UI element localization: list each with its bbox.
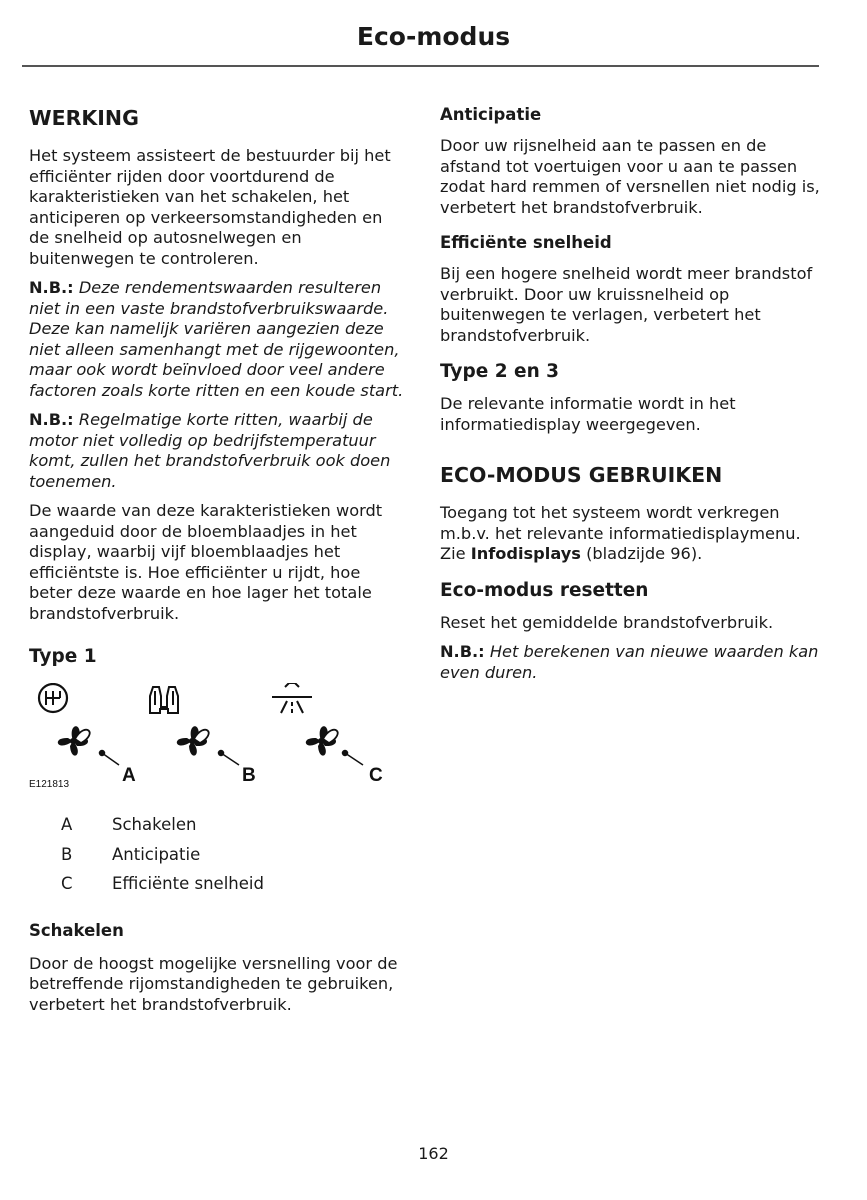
legend-item xyxy=(29,874,407,904)
type23-paragraph: De relevante informatie wordt in het informatiedisplay weergegeven. xyxy=(440,394,736,434)
eco-mode-figure xyxy=(29,683,407,795)
note-2-text: Regelmatige korte ritten, waarbij de motor niet volledig op bedrijfstemperatuur komt, zullen het brandstofverbruik ook doen toenemen. xyxy=(29,410,391,491)
callout-b: B xyxy=(242,765,256,786)
flower-petals-icon-a xyxy=(58,726,90,755)
schakelen-heading: Schakelen xyxy=(29,920,124,940)
note-3-label: N.B.: xyxy=(440,642,485,661)
road-icon xyxy=(272,683,312,713)
werking-paragraph: Het systeem assisteert de bestuurder bij het efficiënter rijden door voortdurend de karakteristieken van het schakelen, het anticiperen op verkeersomstandigheden en de snelheid op autosnelwegen en buitenwegen te controleren. xyxy=(29,146,391,268)
page-number: 162 xyxy=(418,1144,449,1163)
title-divider xyxy=(22,65,819,67)
legend-item xyxy=(29,815,407,845)
type23-heading: Type 2 en 3 xyxy=(440,361,560,382)
note-3 xyxy=(440,642,820,683)
note-1-text: Deze rendementswaarden resulteren niet in een vaste brandstofverbruikswaarde. Deze kan namelijk variëren aangezien deze niet alleen samenhangt met de rijgewoonten, maar ook wordt beïnvloed door veel andere factoren zoals korte ritten en een koude start. xyxy=(29,278,404,400)
anticipatie-heading: Anticipatie xyxy=(440,105,542,124)
type1-heading: Type 1 xyxy=(29,646,97,667)
legend-value: Anticipatie xyxy=(112,844,201,864)
flower-petals-icon-b xyxy=(177,726,209,755)
legend-key: C xyxy=(61,874,73,893)
binoculars-icon xyxy=(150,687,178,713)
gear-shift-icon xyxy=(39,684,67,712)
legend-value: Efficiënte snelheid xyxy=(112,874,264,893)
werking-heading: WERKING xyxy=(29,106,139,130)
gebruiken-suffix: (bladzijde 96). xyxy=(580,544,703,563)
figure-code: E121813 xyxy=(29,779,70,790)
figure-legend xyxy=(29,815,407,904)
eco-modus-gebruiken-heading: ECO-MODUS GEBRUIKEN xyxy=(440,463,723,487)
legend-item xyxy=(29,845,407,875)
efficiente-snelheid-heading: Efficiënte snelheid xyxy=(440,233,612,252)
legend-key: A xyxy=(61,815,73,834)
legend-value: Schakelen xyxy=(112,815,197,834)
left-column xyxy=(29,100,407,1015)
callout-c: C xyxy=(369,765,383,786)
note-1 xyxy=(29,278,407,401)
eco-mode-illustration xyxy=(29,683,407,795)
note-2-label: N.B.: xyxy=(29,410,74,429)
eco-modus-resetten-heading: Eco-modus resetten xyxy=(440,579,649,601)
note-2 xyxy=(29,410,407,492)
note-1-label: N.B.: xyxy=(29,278,74,297)
callout-a: A xyxy=(122,765,136,786)
right-column xyxy=(440,100,820,683)
petals-paragraph: De waarde van deze karakteristieken wordt aangeduid door de bloemblaadjes in het display, waarbij vijf bloemblaadjes het efficiëntste is. Hoe efficiënter u rijdt, hoe beter deze waarde en hoe lager het totale brandstofverbruik. xyxy=(29,501,383,623)
infodisplays-link[interactable]: Infodisplays xyxy=(470,544,581,563)
page-title: Eco-modus xyxy=(356,22,511,51)
resetten-paragraph: Reset het gemiddelde brandstofverbruik. xyxy=(440,612,774,632)
gebruiken-text: Toegang tot het systeem wordt verkregen m.b.v. het relevante informatiedisplaymenu. Zie xyxy=(440,503,801,563)
flower-petals-icon-c xyxy=(306,726,338,755)
anticipatie-paragraph: Door uw rijsnelheid aan te passen en de afstand tot voertuigen voor u aan te passen zodat hard remmen of versnellen niet nodig is, verbetert het brandstofverbruik. xyxy=(440,136,820,217)
eco-modus-gebruiken-paragraph xyxy=(440,503,820,565)
note-3-text: Het berekenen van nieuwe waarden kan even duren. xyxy=(440,642,819,682)
schakelen-paragraph: Door de hoogst mogelijke versnelling voor de betreffende rijomstandigheden te gebruiken, verbetert het brandstofverbruik. xyxy=(29,953,398,1014)
efficiente-snelheid-paragraph: Bij een hogere snelheid wordt meer brandstof verbruikt. Door uw kruissnelheid op buitenwegen te verlagen, verbetert het brandstofverbruik. xyxy=(440,264,813,345)
legend-key: B xyxy=(61,844,73,864)
